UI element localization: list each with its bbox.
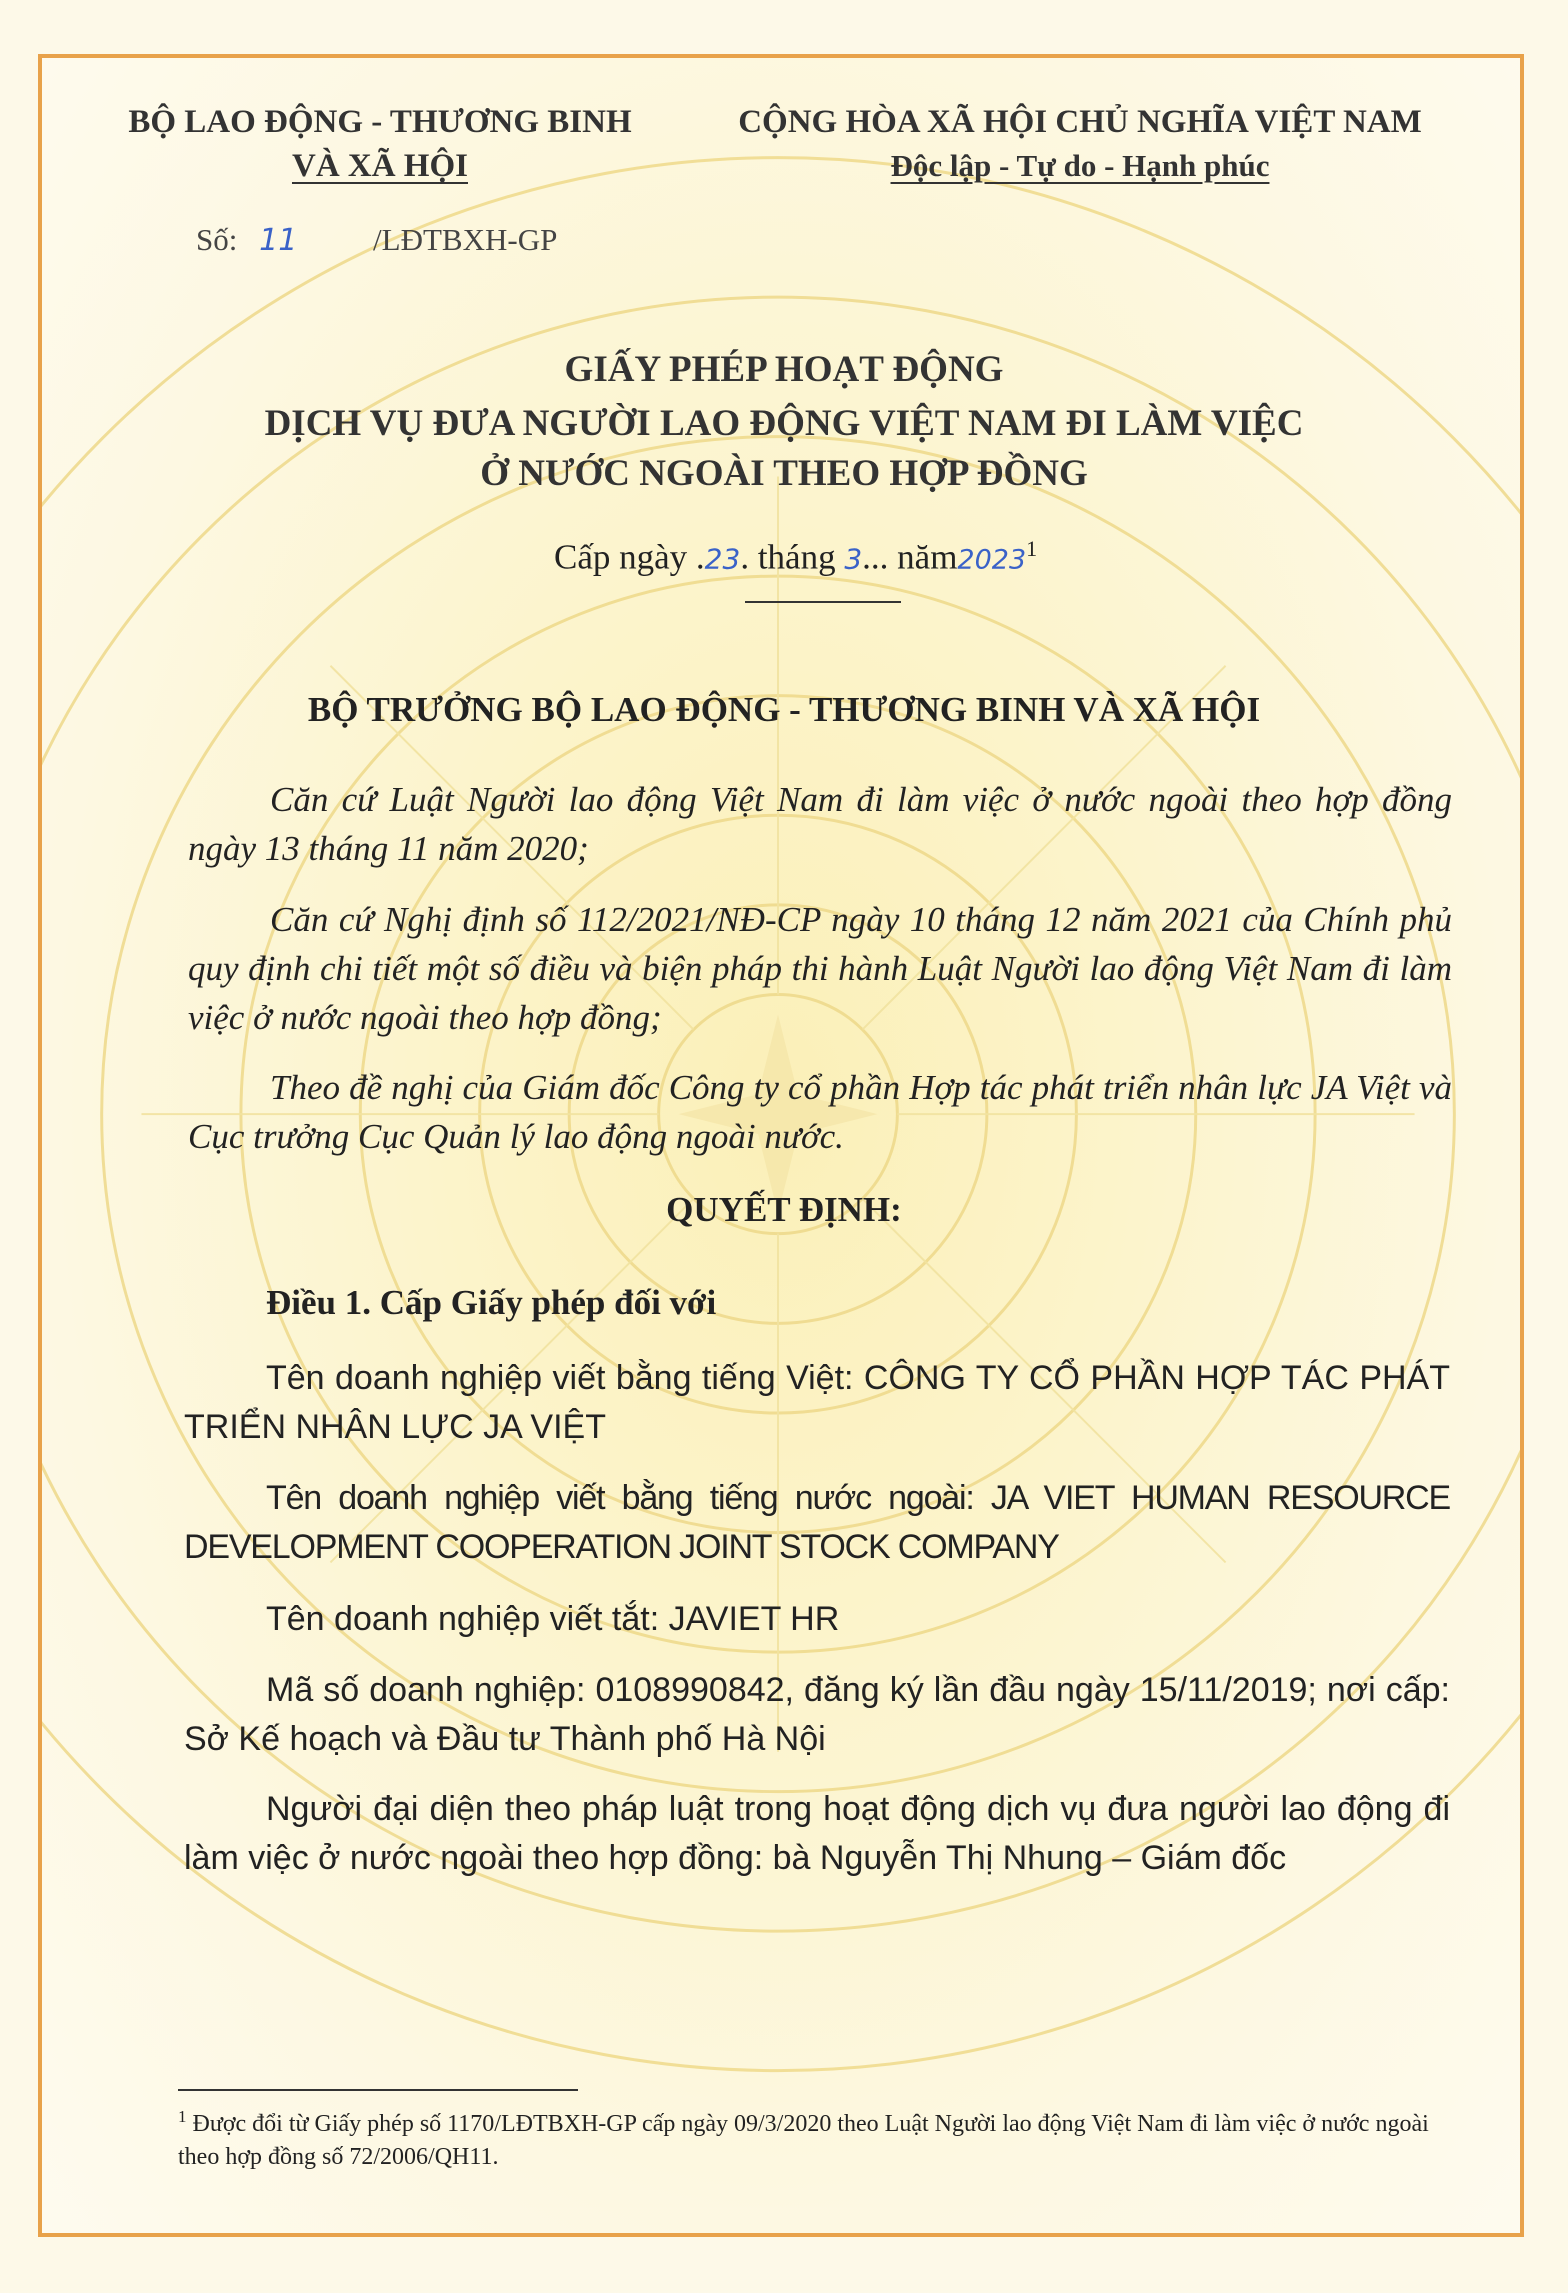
title-line-3: Ở NƯỚC NGOÀI THEO HỢP ĐỒNG [480, 453, 1088, 494]
issue-day: 23 [704, 542, 741, 576]
month-label: tháng [757, 537, 836, 577]
footnote-reference: 1 [1026, 536, 1038, 561]
footnote [178, 2100, 1458, 2174]
issue-month: 3 [844, 542, 863, 576]
legal-basis-2: Căn cứ Nghị định số 112/2021/NĐ-CP ngày 10 tháng 12 năm 2021 của Chính phủ quy định chi tiết một số điều và biện pháp thi hành Luật Người lao động Việt Nam đi làm việc ở nước ngoài theo hợp đồng; [188, 900, 1452, 1037]
ministry-line-1: BỘ LAO ĐỘNG - THƯƠNG BINH [128, 104, 632, 140]
issue-date [554, 536, 1037, 578]
enterprise-code: Mã số doanh nghiệp: 0108990842, đăng ký lần đầu ngày 15/11/2019; nơi cấp: Sở Kế hoạch và Đầu tư Thành phố Hà Nội [184, 1671, 1450, 1758]
ministry-name [100, 100, 660, 188]
number-suffix: /LĐTBXH-GP [373, 222, 558, 257]
legal-representative: Người đại diện theo pháp luật trong hoạt động dịch vụ đưa người lao động đi làm việc ở nước ngoài theo hợp đồng: bà Nguyễn Thị Nhung – Giám đốc [184, 1790, 1450, 1877]
country-line-1: CỘNG HÒA XÃ HỘI CHỦ NGHĨA VIỆT NAM [738, 104, 1422, 140]
footnote-text: Được đổi từ Giấy phép số 1170/LĐTBXH-GP cấp ngày 09/3/2020 theo Luật Người lao động Việt Nam đi làm việc ở nước ngoài theo hợp đồng số 72/2006/QH11. [178, 2111, 1429, 2170]
foreign-company-name: Tên doanh nghiệp viết bằng tiếng nước ngoài: JA VIET HUMAN RESOURCE DEVELOPMENT COOPERATION JOINT STOCK COMPANY [184, 1479, 1450, 1566]
article-1-heading: Điều 1. Cấp Giấy phép đối với [266, 1283, 717, 1322]
issue-date-label: Cấp ngày [554, 537, 688, 577]
footnote-mark: 1 [178, 2107, 187, 2126]
vietnamese-company-name: Tên doanh nghiệp viết bằng tiếng Việt: CÔNG TY CỔ PHẦN HỢP TÁC PHÁT TRIỂN NHÂN LỰC JA VIỆT [184, 1359, 1450, 1446]
number-label: Số: [196, 222, 238, 257]
number-handwritten: 11 [259, 223, 298, 258]
footnote-separator [178, 2089, 578, 2091]
year-label: năm [897, 537, 958, 577]
dots: . [740, 537, 750, 577]
dots: . [695, 537, 705, 577]
ministry-line-2: VÀ XÃ HỘI [291, 148, 468, 184]
decision-heading: QUYẾT ĐỊNH: [666, 1190, 902, 1229]
issuing-authority: BỘ TRƯỞNG BỘ LAO ĐỘNG - THƯƠNG BINH VÀ XÃ HỘI [307, 690, 1261, 729]
title-line-1: GIẤY PHÉP HOẠT ĐỘNG [564, 349, 1004, 390]
legal-basis-3: Theo đề nghị của Giám đốc Công ty cổ phần Hợp tác phát triển nhân lực JA Việt và Cục trưởng Cục Quản lý lao động ngoài nước. [188, 1068, 1452, 1156]
document-number [196, 222, 557, 258]
title-line-2: DỊCH VỤ ĐƯA NGƯỜI LAO ĐỘNG VIỆT NAM ĐI LÀM VIỆC [264, 403, 1304, 444]
legal-basis-1: Căn cứ Luật Người lao động Việt Nam đi làm việc ở nước ngoài theo hợp đồng ngày 13 tháng 11 năm 2020; [188, 780, 1452, 868]
company-short-name: Tên doanh nghiệp viết tắt: JAVIET HR [266, 1600, 840, 1638]
country-heading [690, 100, 1470, 188]
dots: ... [862, 537, 889, 577]
motto: Độc lập - Tự do - Hạnh phúc [890, 148, 1270, 183]
issue-year: 2023 [957, 544, 1027, 576]
title-divider [745, 601, 901, 603]
